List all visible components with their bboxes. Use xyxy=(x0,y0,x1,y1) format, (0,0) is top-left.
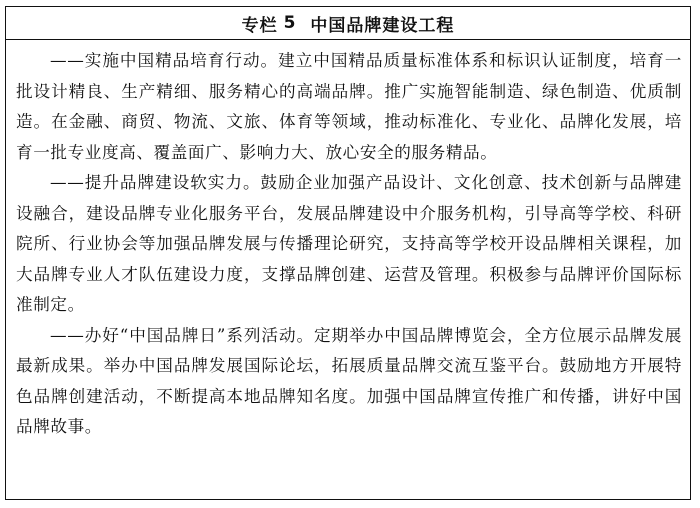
column-header xyxy=(6,7,690,40)
paragraph-quality-cultivation: ——实施中国精品培育行动。建立中国精品质量标准体系和标识认证制度，培育一批设计精良、生产精细、服务精心的高端品牌。推广实施智能制造、绿色制造、优质制造。在金融、商贸、物流、文旅、体育等领域，推动标准化、专业化、品牌化发展，培育一批专业度高、覆盖面广、影响力大、放心安全的服务精品。 xyxy=(16,51,682,162)
column-label: 专栏 xyxy=(241,15,278,36)
paragraph-brand-day: ——办好“中国品牌日”系列活动。定期举办中国品牌博览会，全方位展示品牌发展最新成果。举办中国品牌发展国际论坛，拓展质量品牌交流互鉴平台。鼓励地方开展特色品牌创建活动，不断提高本地品牌知名度。加强中国品牌宣传推广和传播，讲好中国品牌故事。 xyxy=(16,325,682,436)
column-title: 中国品牌建设工程 xyxy=(310,15,455,36)
column-box xyxy=(5,6,691,500)
column-number: 5 xyxy=(283,13,297,33)
column-body xyxy=(6,40,690,443)
paragraph-soft-power: ——提升品牌建设软实力。鼓励企业加强产品设计、文化创意、技术创新与品牌建设融合，建设品牌专业化服务平台，发展品牌建设中介服务机构，引导高等学校、科研院所、行业协会等加强品牌发展与传播理论研究，支持高等学校开设品牌相关课程，加大品牌专业人才队伍建设力度，支撑品牌创建、运营及管理。积极参与品牌评价国际标准制定。 xyxy=(16,173,682,314)
